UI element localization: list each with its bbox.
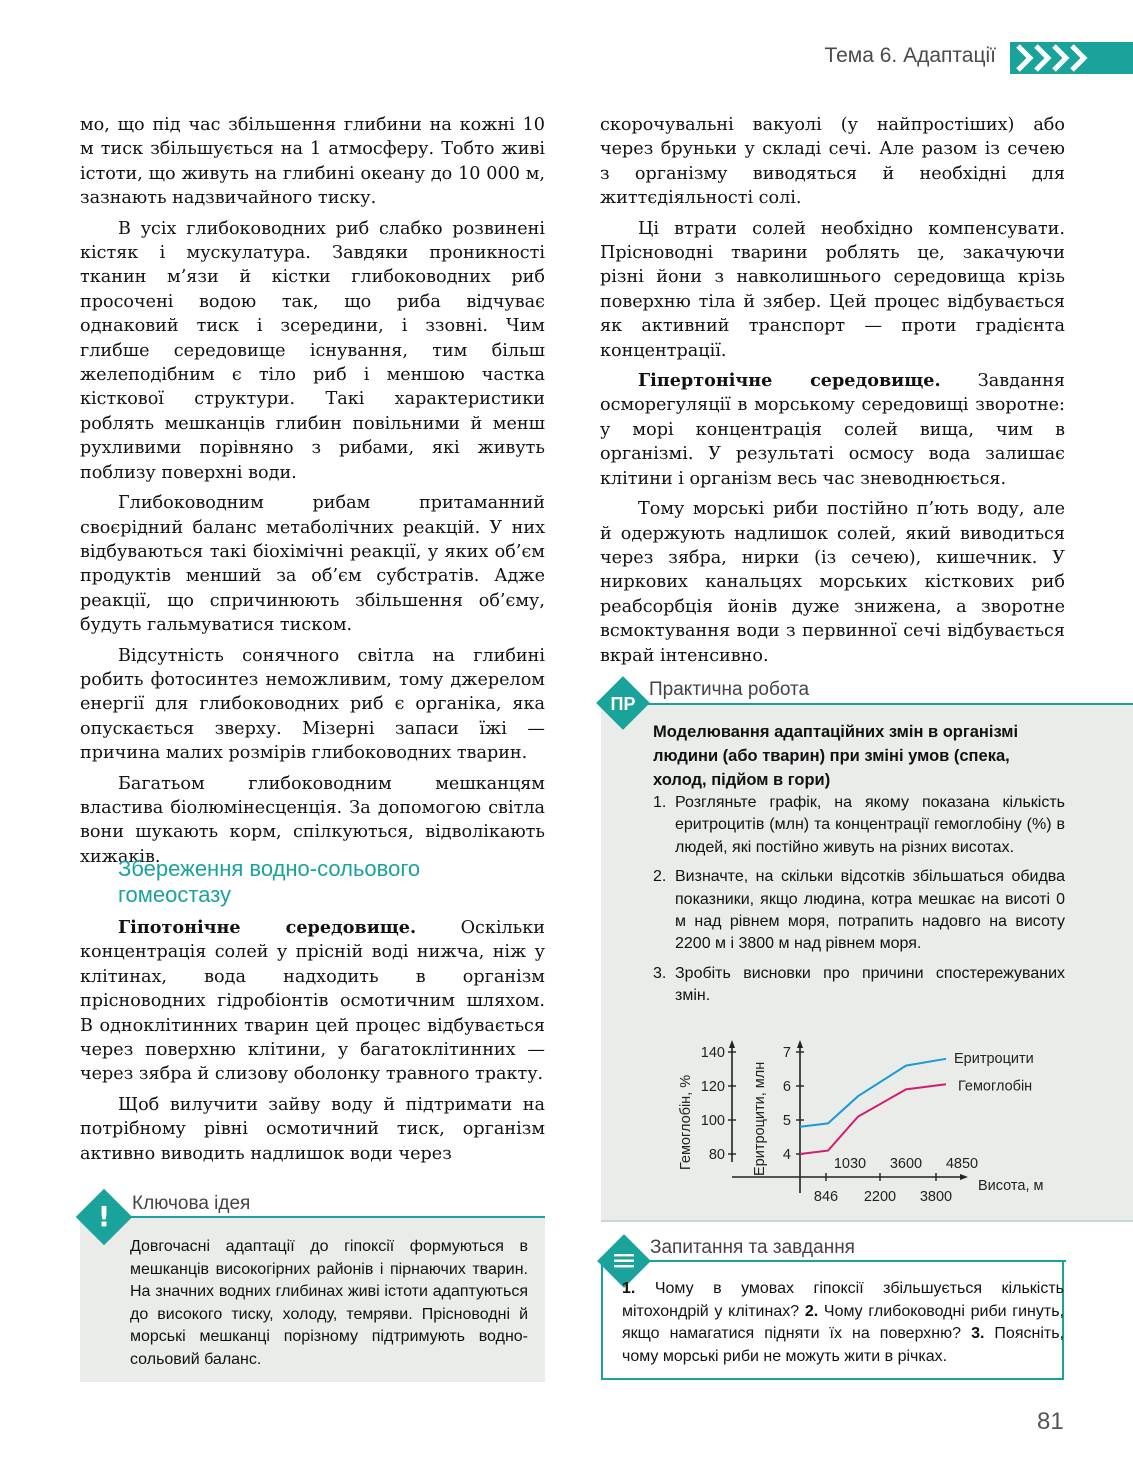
paragraph: В усіх глибоководних риб слабко розвинені кістяк і мускулатура. Завдяки проникності тканин м’язи й кістки глибоководних риб просочені водою так, що риба відчуває однаковий тиск і зсередини, і ззовні. Чим глибше середовище існування, тим більш желеподібним є тіло риб і меншою частка кісткової структури. Такі характеристики роблять мешканців глибин повільними й менш рухливими порівняно з рибами, які живуть поблизу поверхні води. bbox=[80, 218, 545, 483]
practical-work-rule bbox=[601, 703, 1133, 705]
question-number: 3. bbox=[971, 1325, 985, 1342]
paragraph bbox=[600, 497, 1065, 668]
x-tick-label-upper: 4850 bbox=[945, 1156, 979, 1172]
hemoglobin-axis-label: Гемоглобін, % bbox=[678, 1074, 694, 1170]
erythrocyte-axis-arrow bbox=[797, 1040, 803, 1048]
x-tick-label: 846 bbox=[813, 1189, 839, 1205]
series-label: Гемоглобін bbox=[958, 1078, 1033, 1095]
paragraph bbox=[600, 113, 1065, 211]
paragraph-text: скорочувальні вакуолі (у найпростіших) або через бруньки у складі сечі. Але разом із сечею з організму виводяться й необхідні для життєдіяльності солі. bbox=[600, 115, 1065, 209]
term-bold: Гіпертонічне середовище. bbox=[638, 370, 941, 392]
practical-work-steps bbox=[653, 792, 1065, 1008]
chart-labels bbox=[678, 1045, 1044, 1205]
erythrocyte-tick-label: 5 bbox=[782, 1113, 791, 1129]
question-number: 2. bbox=[804, 1302, 819, 1320]
paragraph-text: Оскільки концентрація солей у прісній воді нижча, ніж у клітинах, вода надходить в організм прісноводних гідробіонтів осмотичним шляхом. В одноклітинних тварин цей процес відбувається через поверхню клітини, у багатоклітинних — через зябра й слизову оболонку травного тракту. bbox=[80, 918, 545, 1085]
question-text: Поясніть, чому морські риби не можуть жити в річках. bbox=[622, 1325, 1064, 1365]
list-item bbox=[653, 866, 1065, 956]
paragraph bbox=[600, 217, 1065, 363]
series-line-hemoglobin bbox=[800, 1084, 946, 1154]
x-tick-label: 2200 bbox=[863, 1189, 897, 1205]
paragraph-text: Завдання осморегуляції в морському середовищі зворотне: у морі концентрація солей вища, чим в організмі. У результаті осмосу вода залишає клітини і організм весь час зневоднюється. bbox=[600, 371, 1066, 489]
paragraph: Глибоководним рибам притаманний своєрідний баланс метаболічних реакцій. У них відбуваються такі біохімічні реакції, у яких об’єм продуктів менший за об’єм субстратів. Адже реакції, що спричинюють збільшення об’єму, будуть гальмуватися тиском. bbox=[80, 493, 545, 636]
paragraph: Багатьом глибоководним мешканцям властива біолюмінесценція. За допомогою світла вони шукають корм, спілкуються, відволікають хижаків. bbox=[80, 773, 545, 867]
hemoglobin-axis-arrow bbox=[729, 1040, 735, 1048]
paragraph: мо, що під час збільшення глибини на кожні 10 м тиск збільшується на 1 атмосферу. Тобто живі істоти, що живуть на глибині океану до 10 000 м, зазнають надзвичайного тиску. bbox=[80, 115, 545, 209]
questions-rule bbox=[601, 1260, 1066, 1262]
paragraph bbox=[80, 1093, 545, 1166]
key-idea-title: Ключова ідея bbox=[132, 1193, 251, 1214]
questions-title: Запитання та завдання bbox=[650, 1237, 855, 1258]
series-label: Еритроцити bbox=[954, 1050, 1034, 1067]
list-text: Визначте, на скільки відсотків збільшаться обидва показники, якщо людина, котра мешкає на висоті 0 м над рівнем моря, потрапить надовго на висоту 2200 м і 3800 м над рівнем моря. bbox=[675, 868, 1065, 953]
practical-work-badge: ПР bbox=[610, 694, 636, 714]
right-column-text bbox=[600, 113, 1065, 668]
paragraph: Відсутність сонячного світла на глибині робить фотосинтез неможливим, тому джерелом енергії для глибоководних риб є органіка, яка опускається зверху. Мізерні запаси їжі — причина малих розмірів глибоководних тварин. bbox=[80, 645, 545, 764]
key-idea-rule bbox=[80, 1216, 545, 1218]
paragraph bbox=[600, 369, 1065, 491]
list-item bbox=[653, 963, 1065, 1008]
chart-series bbox=[800, 1059, 946, 1154]
page-number: 81 bbox=[1037, 1408, 1064, 1435]
erythrocyte-tick-label: 7 bbox=[782, 1045, 791, 1061]
question-text: Чому в умовах гіпоксії збільшується кількість мітохондрій у клітинах? bbox=[622, 1280, 1064, 1320]
erythrocyte-axis-label: Еритроцити, млн bbox=[752, 1061, 768, 1176]
paragraph-text: Ці втрати солей необхідно компенсувати. Прісноводні тварини роблять це, закачуючи різні йони з навколишнього середовища крізь поверхню тіла й зябер. Цей процес відбувається як активний транспорт — проти градієнта концентрації. bbox=[600, 218, 1065, 361]
list-number: 2. bbox=[653, 868, 667, 886]
question-text: Чому глибоководні риби гинуть, якщо намагатися підняти їх на поверхню? bbox=[622, 1302, 1064, 1342]
hemoglobin-tick-label: 100 bbox=[700, 1113, 725, 1129]
paragraph-text: Щоб вилучити зайву воду й підтримати на потрібному рівні осмотичний тиск, організм активно виводить надлишок води через bbox=[80, 1094, 545, 1164]
paragraph-text: Тому морські риби постійно п’ють воду, але й одержують надлишок солей, який виводиться через зябра, нирки (із сечею), кишечник. У ниркових канальцях морських кісткових риб реабсорбція йонів дуже знижена, а зворотне всмоктування води з первинної сечі відбувається вкрай інтенсивно. bbox=[600, 499, 1065, 666]
list-number: 1. bbox=[653, 794, 667, 811]
practical-work-title: Практична робота bbox=[649, 679, 810, 700]
left-column-text bbox=[80, 113, 545, 869]
list-text: Зробіть висновки про причини спостережуваних змін. bbox=[675, 964, 1065, 1005]
list-number: 3. bbox=[653, 964, 667, 982]
paragraph bbox=[80, 916, 545, 1087]
hemoglobin-tick-label: 140 bbox=[700, 1045, 725, 1061]
series-line-erythrocytes bbox=[800, 1059, 946, 1127]
hemoglobin-tick-label: 80 bbox=[708, 1147, 725, 1163]
x-tick-label: 3800 bbox=[919, 1189, 953, 1205]
x-tick-label-upper: 1030 bbox=[833, 1156, 867, 1172]
chevrons-icon bbox=[1010, 42, 1120, 74]
erythrocyte-tick-label: 4 bbox=[782, 1147, 791, 1163]
erythrocyte-tick-label: 6 bbox=[782, 1079, 791, 1095]
list-lines-icon bbox=[611, 1249, 637, 1273]
list-text: Розгляньте графік, на якому показана кількість еритроцитів (млн) та концентрації гемоглобіну (%) в людей, які постійно живуть на різних висотах. bbox=[675, 794, 1065, 856]
term-bold: Гіпотонічне середовище. bbox=[118, 917, 417, 938]
x-axis-label: Висота, м bbox=[978, 1178, 1044, 1194]
section-heading: Збереження водно-сольового гомеостазу bbox=[118, 856, 421, 907]
chapter-title: Тема 6. Адаптації bbox=[824, 44, 996, 67]
section-text bbox=[80, 916, 545, 1166]
questions-text bbox=[622, 1278, 1064, 1368]
x-tick-label-upper: 3600 bbox=[889, 1156, 923, 1172]
x-axis-arrow bbox=[960, 1174, 968, 1180]
hemoglobin-tick-label: 120 bbox=[700, 1079, 725, 1095]
practical-work-subtitle: Моделювання адаптаційних змін в організмі людини (або тварин) при зміні умов (спека, холод, підйом в гори) bbox=[653, 723, 1019, 789]
question-number: 1. bbox=[622, 1280, 636, 1297]
exclamation-icon: ! bbox=[97, 1200, 111, 1233]
altitude-chart bbox=[660, 1030, 1080, 1216]
key-idea-text: Довгочасні адаптації до гіпоксії формуються в мешканців високогірних районів і пірнаючих тварин. На значних водних глибинах живі істоти адаптуються до високого тиску, холоду, темряви. Прісноводні й морські мешканці порізному підтримують водно-сольовий баланс. bbox=[130, 1238, 528, 1368]
list-item bbox=[653, 792, 1065, 859]
